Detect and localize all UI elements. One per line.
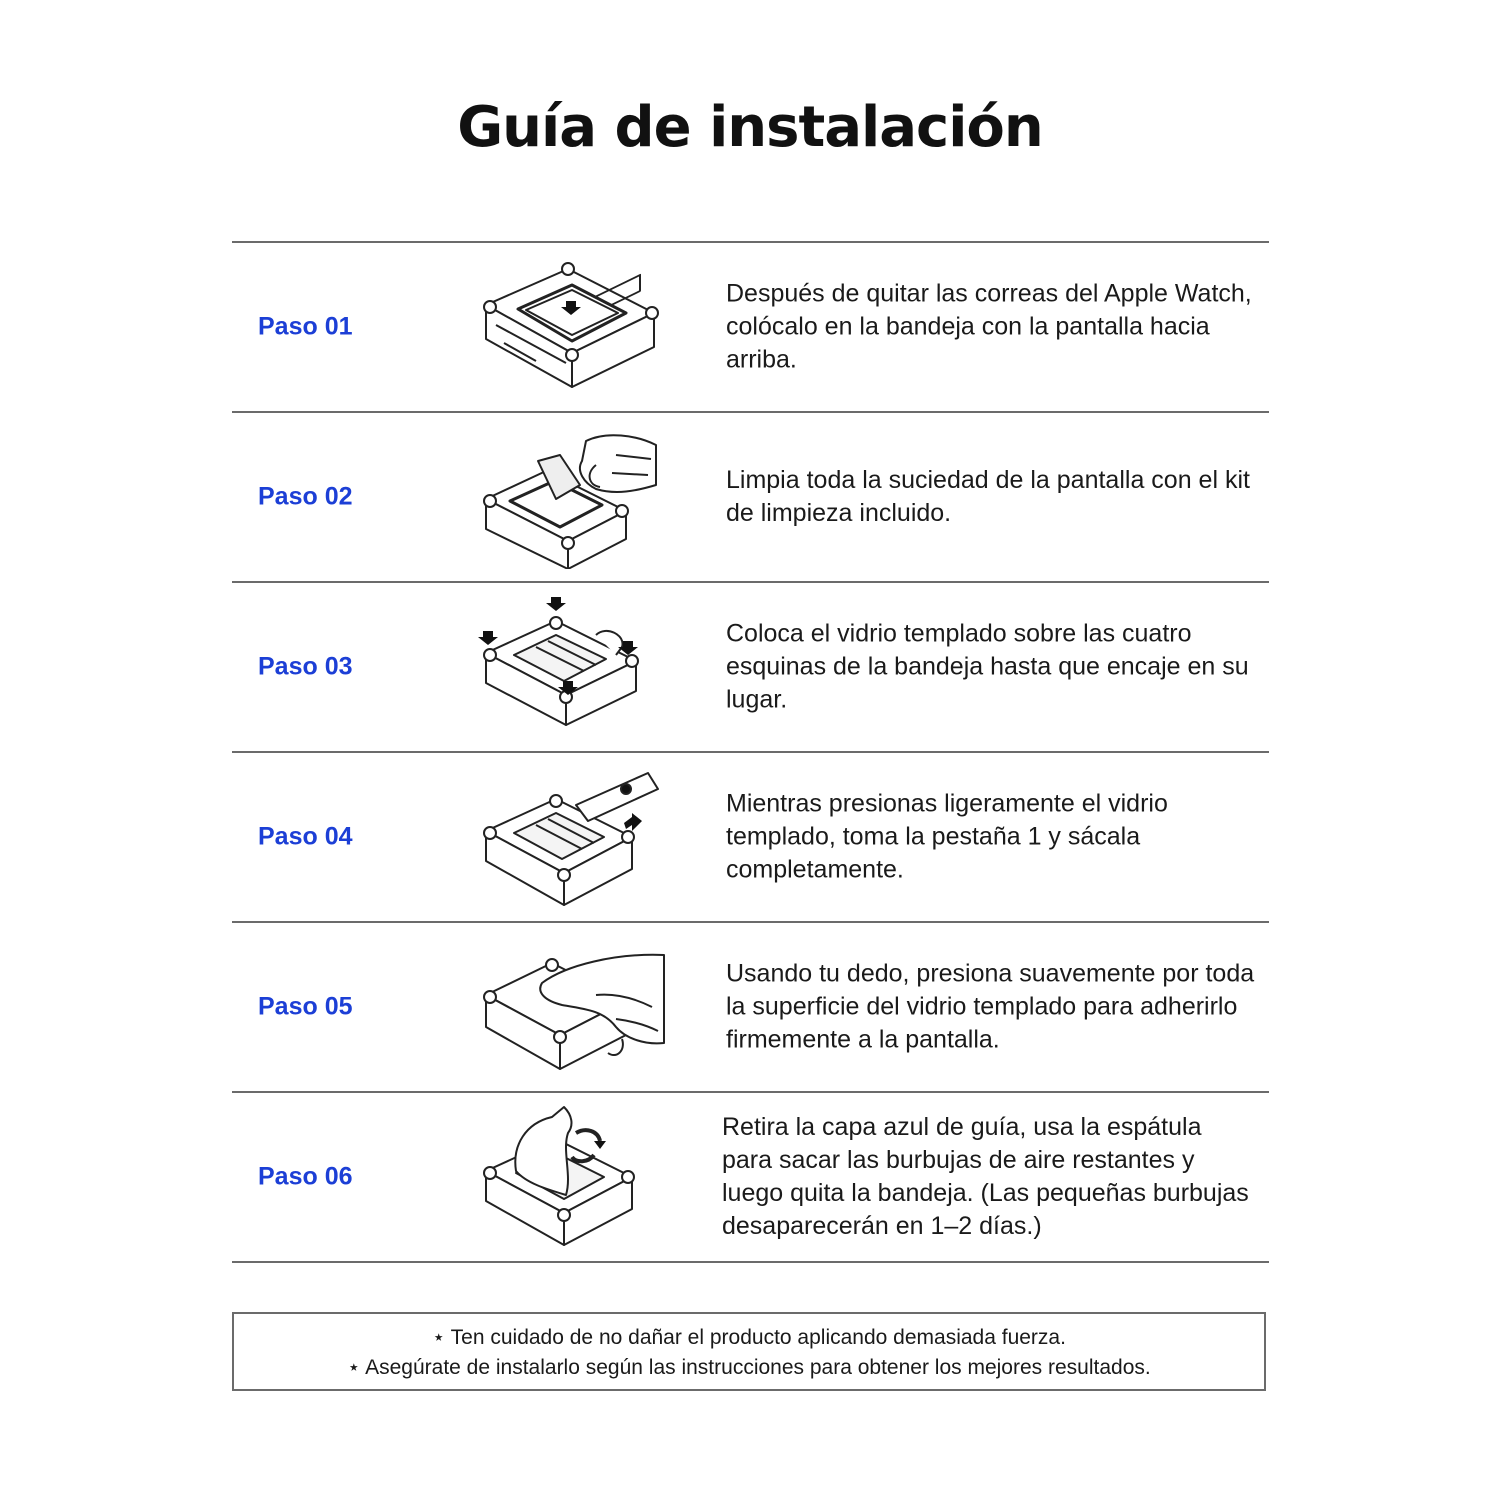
step-row-3 [232,583,1269,753]
step-description: Después de quitar las correas del Apple Watch, colócalo en la bandeja con la pantalla hacia arriba. [726,279,1252,374]
caution-note: ⋆ Ten cuidado de no dañar el producto aplicando demasiada fuerza. [432,1326,1066,1349]
step-description: Retira la capa azul de guía, usa la espátula para sacar las burbujas de aire restantes y luego quita la bandeja. (Las pequeñas burbujas desaparecerán en 1–2 días.) [722,1113,1249,1240]
tray-peel-layer-icon [476,1105,666,1249]
step-row-2 [232,413,1269,583]
step-label: Paso 05 [258,992,353,1021]
tray-glass-corners-icon [476,595,666,739]
step-description: Coloca el vidrio templado sobre las cuatro esquinas de la bandeja hasta que encaje en su lugar. [726,619,1249,714]
step-row-6 [232,1093,1269,1263]
step-label: Paso 04 [258,822,353,851]
tray-cleaning-hand-icon [476,425,666,569]
caution-note-box [232,1312,1266,1391]
step-label: Paso 06 [258,1162,353,1191]
step-description: Usando tu dedo, presiona suavemente por toda la superficie del vidrio templado para adherirlo firmemente a la pantalla. [726,959,1255,1054]
step-row-4 [232,753,1269,923]
steps-table [232,241,1269,1263]
step-label: Paso 01 [258,312,353,341]
step-description: Mientras presionas ligeramente el vidrio templado, toma la pestaña 1 y sácala completamente. [726,789,1168,884]
step-row-5 [232,923,1269,1093]
caution-note: ⋆ Asegúrate de instalarlo según las instrucciones para obtener los mejores resultados. [347,1356,1151,1379]
tray-finger-press-icon [476,935,666,1079]
step-label: Paso 02 [258,482,353,511]
step-description: Limpia toda la suciedad de la pantalla con el kit de limpieza incluido. [726,466,1250,527]
tray-pull-tab-icon [476,765,666,909]
page-title: Guía de instalación [457,95,1043,160]
step-label: Paso 03 [258,652,353,681]
step-row-1 [232,243,1269,413]
tray-watch-arrow-icon [476,255,666,399]
